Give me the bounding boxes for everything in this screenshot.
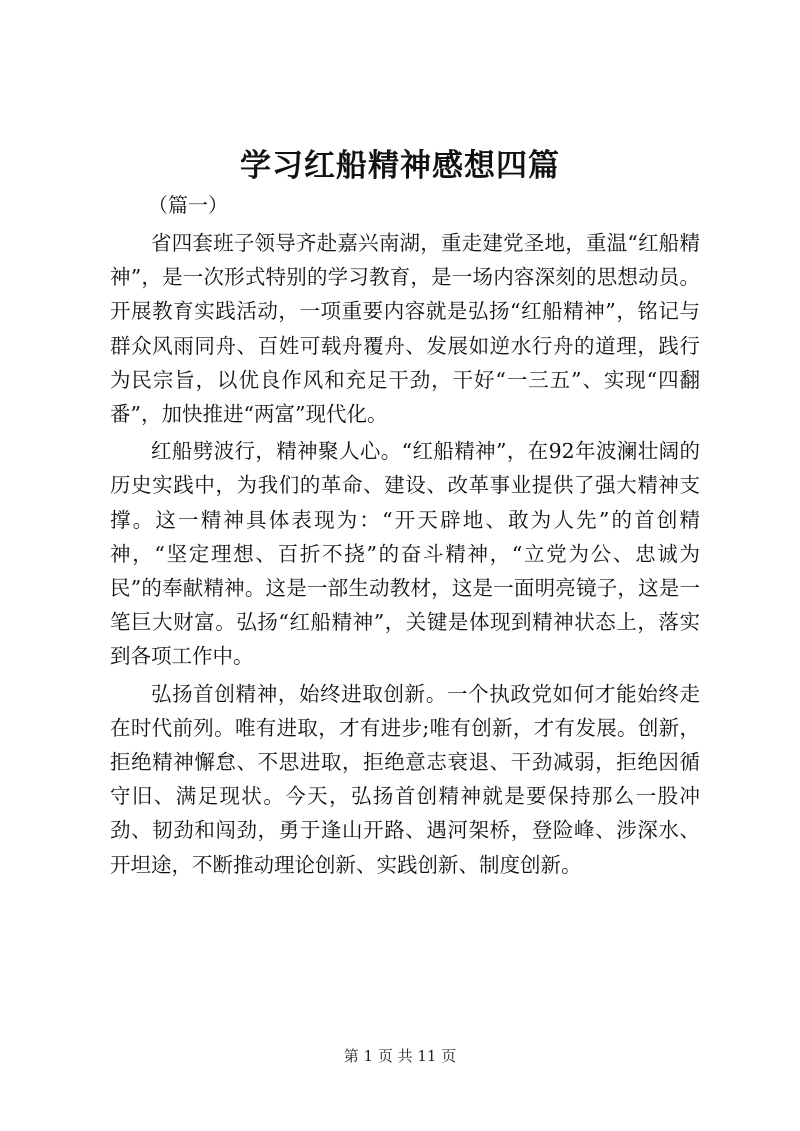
paragraph-1: 省四套班子领导齐赴嘉兴南湖，重走建党圣地，重温“红船精神”，是一次形式特别的学习教育，是一场内容深刻的思想动员。开展教育实践活动，一项重要内容就是弘扬“红船精神”，铭记与群众风雨同舟、百姓可载舟覆舟、发展如逆水行舟的道理，践行为民宗旨，以优良作风和充足干劲，干好“一三五”、实现“四翻番”，加快推进“两富”现代化。	[110, 231, 700, 427]
paragraph-3: 弘扬首创精神，始终进取创新。一个执政党如何才能始终走在时代前列。唯有进取，才有进步;唯有创新，才有发展。创新，拒绝精神懈怠、不思进取，拒绝意志衰退、干劲减弱，拒绝因循守旧、满足现状。今天，弘扬首创精神就是要保持那么一股冲劲、韧劲和闯劲，勇于逢山开路、遇河架桥，登险峰、涉深水、开坦途，不断推动理论创新、实践创新、制度创新。	[110, 681, 700, 877]
section-label: （篇一）	[148, 193, 228, 217]
paragraph-2: 红船劈波行，精神聚人心。“红船精神”，在92年波澜壮阔的历史实践中，为我们的革命、建设、改革事业提供了强大精神支撑。这一精神具体表现为：“开天辟地、敢为人先”的首创精神，“坚定理想、百折不挠”的奋斗精神，“立党为公、忠诚为民”的奉献精神。这是一部生动教材，这是一面明亮镜子，这是一笔巨大财富。弘扬“红船精神”，关键是体现到精神状态上，落实到各项工作中。	[110, 439, 700, 669]
page-footer: 第 1 页 共 11 页	[343, 1047, 457, 1065]
document-body	[110, 188, 700, 885]
document-title: 学习红船精神感想四篇	[240, 148, 560, 184]
